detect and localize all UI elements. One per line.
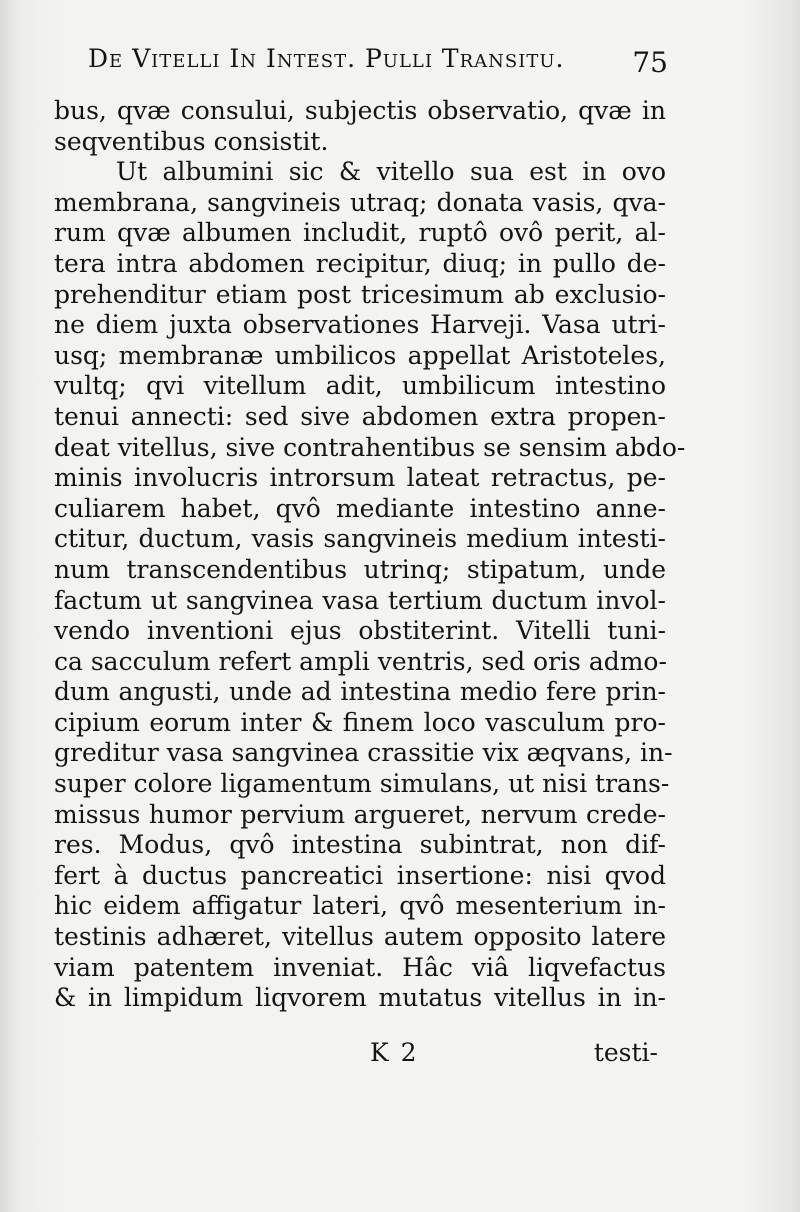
text-line: factum ut sangvinea vasa tertium ductum invol- [54, 585, 666, 615]
text-line: num transcendentibus utrinq; stipatum, unde [54, 554, 666, 584]
text-line: vultq; qvi vitellum adit, umbilicum intestino [54, 371, 666, 401]
text-line: dum angusti, unde ad intestina medio fere prin- [54, 677, 666, 707]
text-line: minis involucris introrsum lateat retractus, pe- [54, 463, 666, 493]
text-line: usq; membranæ umbilicos appellat Aristoteles, [54, 340, 666, 370]
text-line: culiarem habet, qvô mediante intestino anne- [54, 493, 666, 523]
text-line: tera intra abdomen recipitur, diuq; in pullo de- [54, 248, 666, 278]
text-line: ca sacculum refert ampli ventris, sed oris admo- [54, 646, 667, 676]
text-line: res. Modus, qvô intestina subintrat, non dif- [54, 830, 666, 860]
text-line: membrana, sangvineis utraq; donata vasis, qva- [54, 187, 666, 217]
page-header [88, 44, 668, 84]
text-line: seqventibus consistit. [54, 126, 329, 156]
page-footer [54, 1038, 666, 1070]
text-line: missus humor pervium argueret, nervum crede- [54, 799, 666, 829]
signature-mark: K 2 [370, 1038, 419, 1067]
text-line: hic eidem affigatur lateri, qvô mesenterium in- [54, 891, 666, 921]
text-line: ctitur, ductum, vasis sangvineis medium intesti- [54, 524, 666, 554]
text-line: rum qvæ albumen includit, ruptô ovô perit, al- [54, 218, 666, 248]
text-line: Ut albumini sic & vitello sua est in ovo [116, 157, 666, 187]
text-line: tenui annecti: sed sive abdomen extra propen- [54, 401, 666, 431]
text-line: fert à ductus pancreatici insertione: nisi qvod [54, 860, 666, 890]
text-line: vendo inventioni ejus obstiterint. Vitelli tuni- [54, 616, 666, 646]
text-line: prehenditur etiam post tricesimum ab exclusio- [54, 279, 666, 309]
text-line: greditur vasa sangvinea crassitie vix æqvans, in- [54, 738, 673, 768]
text-line: deat vitellus, sive contrahentibus se sensim abdo- [54, 432, 686, 462]
text-line: cipium eorum inter & finem loco vasculum pro- [54, 707, 666, 737]
text-line: testinis adhæret, vitellus autem opposito latere [54, 922, 666, 952]
text-line: super colore ligamentum simulans, ut nisi trans- [54, 769, 670, 799]
text-line: bus, qvæ consului, subjectis observatio, qvæ in [54, 96, 666, 125]
text-line: viam patentem inveniat. Hâc viâ liqvefactus [54, 952, 666, 982]
catchword: testi- [593, 1038, 658, 1067]
body-text [54, 96, 686, 1014]
text-line: & in limpidum liqvorem mutatus vitellus in in- [54, 983, 666, 1013]
running-head: De Vitelli In Intest. Pulli Transitu. [88, 44, 565, 73]
text-line: ne diem juxta observationes Harveji. Vasa utri- [54, 310, 666, 340]
page-number: 75 [632, 46, 668, 79]
